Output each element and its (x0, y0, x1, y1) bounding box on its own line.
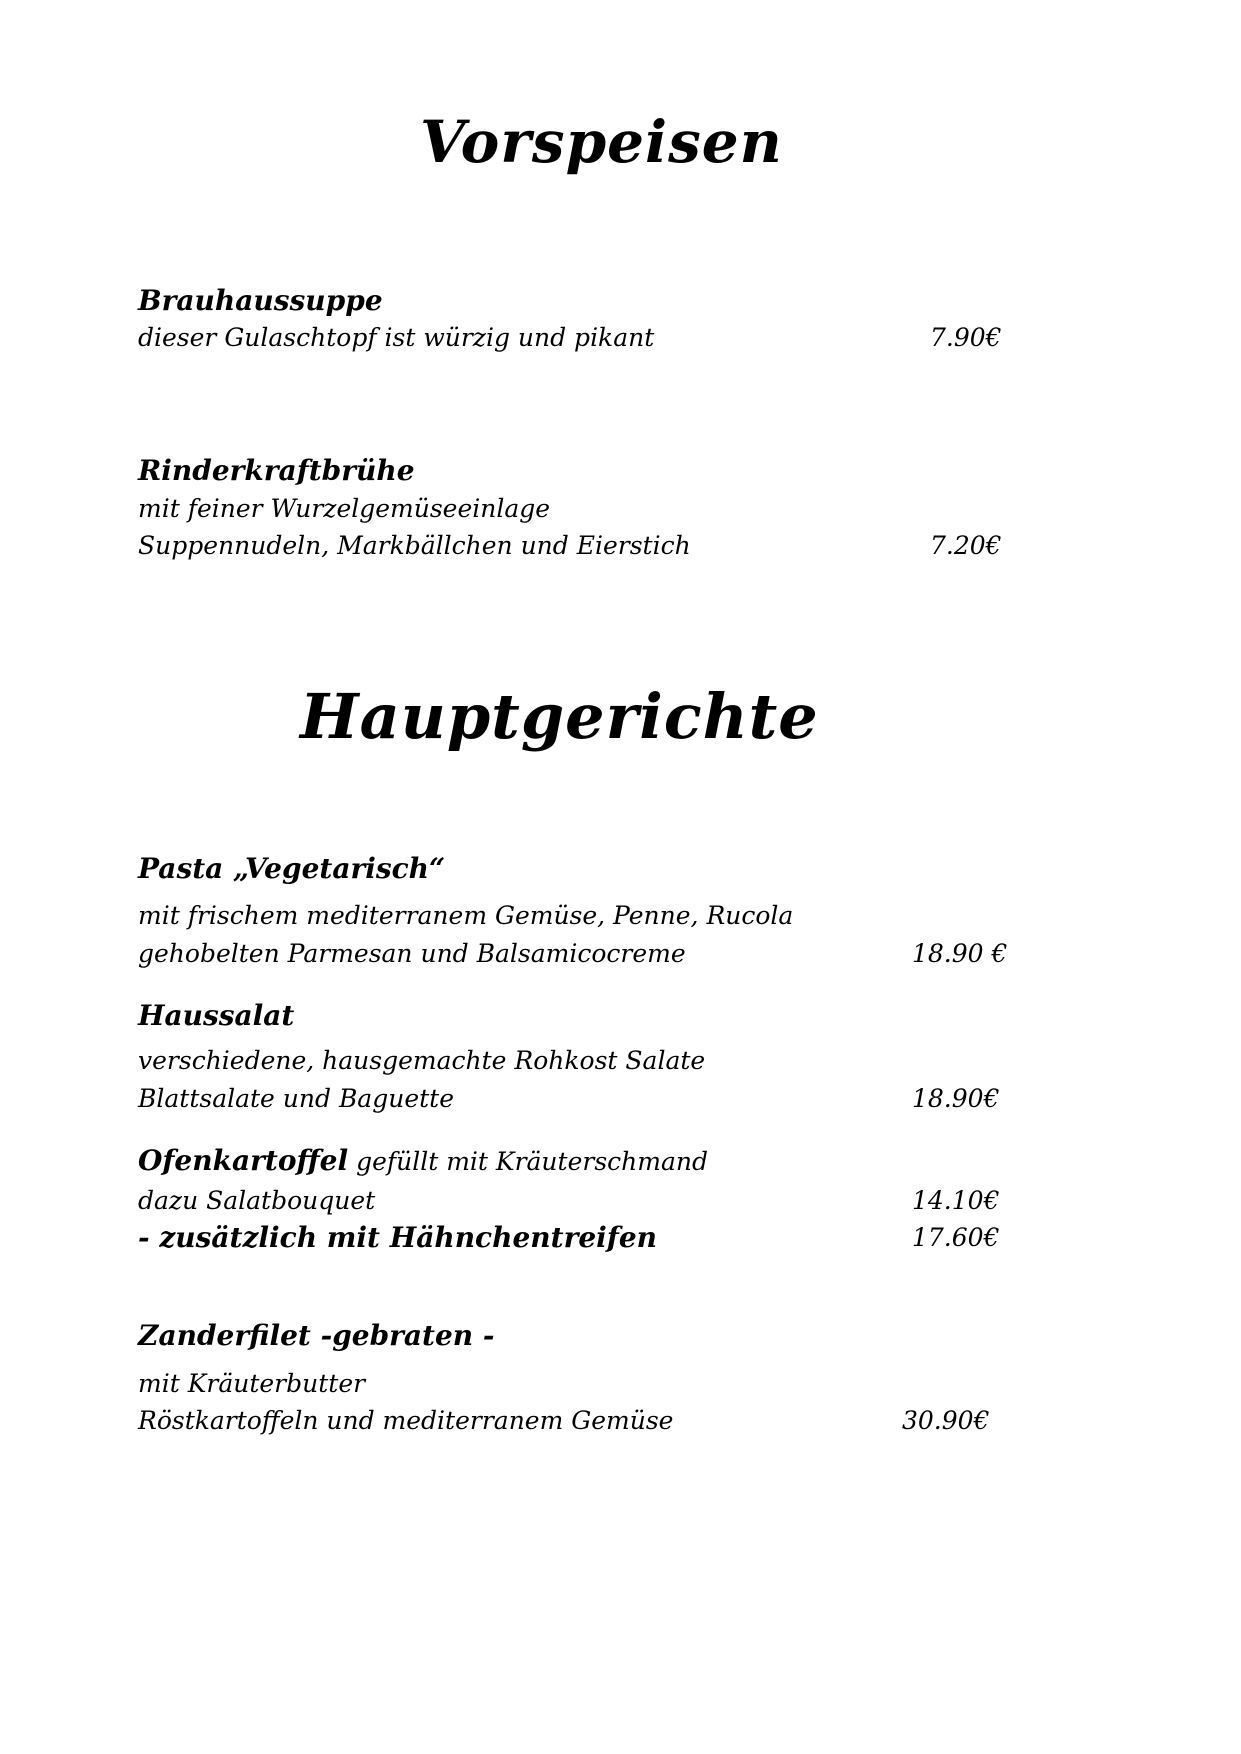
dish-desc-ofenkartoffel: dazu Salatbouquet (138, 1186, 376, 1215)
dish-name-ofenkartoffel: Ofenkartoffel (138, 1144, 349, 1177)
dish-price-pasta: 18.90 € (912, 939, 1008, 968)
dish-desc-zanderfilet-1: mit Kräuterbutter (138, 1369, 366, 1398)
dish-desc-brauhaussuppe: dieser Gulaschtopf ist würzig und pikant (138, 323, 655, 352)
dish-price-ofenkartoffel: 14.10€ (912, 1186, 1000, 1215)
dish-desc-pasta-2: gehobelten Parmesan und Balsamicocreme (138, 939, 686, 968)
section-title-hauptgerichte: Hauptgerichte (300, 680, 819, 753)
dish-price-rinderkraftbruehe: 7.20€ (930, 531, 1002, 560)
section-title-vorspeisen: Vorspeisen (420, 108, 783, 176)
dish-extra-price-ofenkartoffel: 17.60€ (912, 1223, 1000, 1252)
dish-price-haussalat: 18.90€ (912, 1084, 1000, 1113)
dish-extra-ofenkartoffel: - zusätzlich mit Hähnchentreifen (138, 1221, 657, 1254)
dish-desc-pasta-1: mit frischem mediterranem Gemüse, Penne, Rucola (138, 901, 794, 930)
dish-desc-zanderfilet-2: Röstkartoffeln und mediterranem Gemüse (138, 1406, 674, 1435)
dish-price-zanderfilet: 30.90€ (902, 1406, 990, 1435)
dish-desc-haussalat-1: verschiedene, hausgemachte Rohkost Salate (138, 1046, 706, 1075)
dish-name-pasta: Pasta „Vegetarisch“ (138, 852, 446, 885)
dish-desc-rinderkraftbruehe-2: Suppennudeln, Markbällchen und Eierstich (138, 531, 691, 560)
dish-price-brauhaussuppe: 7.90€ (930, 323, 1002, 352)
dish-name-suffix-ofenkartoffel: gefüllt mit Kräuterschmand (348, 1147, 708, 1176)
dish-name-zanderfilet: Zanderfilet -gebraten - (138, 1319, 495, 1352)
dish-desc-haussalat-2: Blattsalate und Baguette (138, 1084, 455, 1113)
dish-line-ofenkartoffel (138, 1145, 708, 1177)
dish-name-rinderkraftbruehe: Rinderkraftbrühe (138, 454, 415, 487)
dish-name-haussalat: Haussalat (138, 999, 295, 1032)
dish-desc-rinderkraftbruehe-1: mit feiner Wurzelgemüseeinlage (138, 494, 551, 523)
dish-name-brauhaussuppe: Brauhaussuppe (138, 284, 383, 317)
